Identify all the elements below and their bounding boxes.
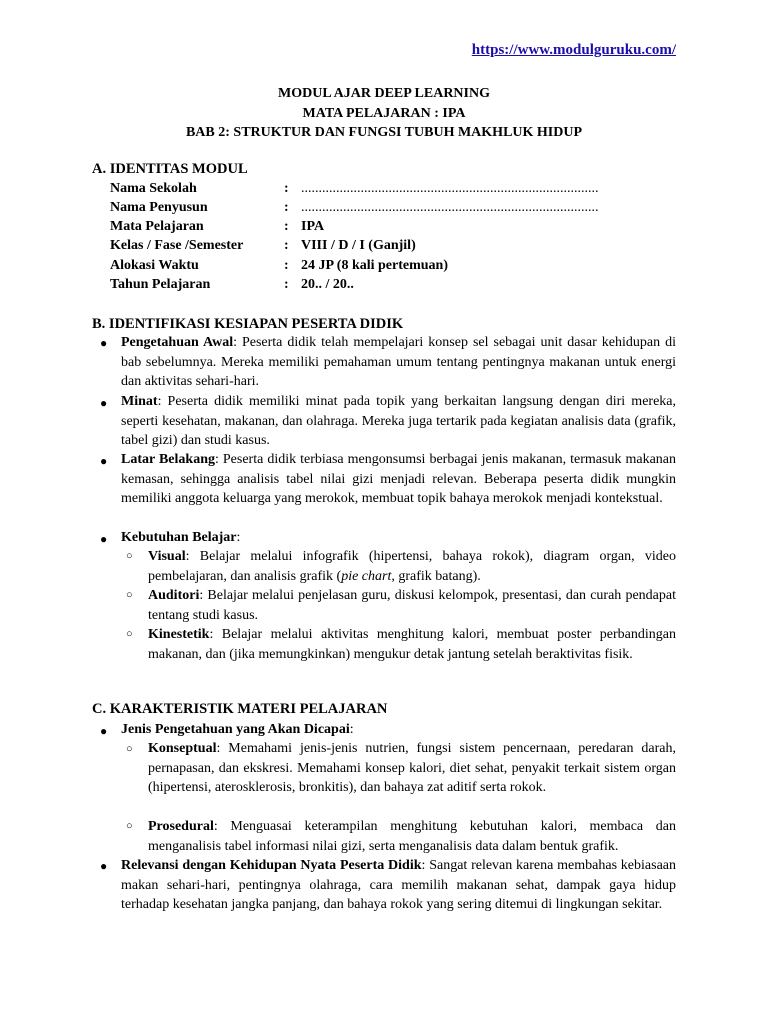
identity-colon: :: [284, 219, 289, 234]
identity-value: IPA: [301, 219, 325, 234]
list-item-interest: Minat: Peserta didik memiliki minat pada topik yang berkaitan langsung dengan diri mereka, seperti kesehatan, makanan, dan olahraga. Mereka juga tertarik pada kegiatan analisis data (grafik, tabel gizi) dan studi kasus.: [121, 394, 676, 448]
section-b-heading: B. IDENTIFIKASI KESIAPAN PESERTA DIDIK: [92, 316, 404, 332]
bullet-circle-icon: ○: [126, 589, 133, 601]
section-a-heading: A. IDENTITAS MODUL: [92, 161, 248, 177]
identity-key: Alokasi Waktu: [110, 258, 199, 273]
bullet-circle-icon: ○: [126, 743, 133, 755]
identity-colon: :: [284, 238, 289, 253]
bullet-dot-icon: ●: [100, 396, 108, 410]
list-item-relevance: Relevansi dengan Kehidupan Nyata Peserta Didik: Sangat relevan karena membahas kebiasaan makan sehari-hari, pentingnya olahraga, cara memilih makanan sehat, dampak gaya hidup terhadap kesehatan jangka panjang, dan bahaya rokok yang sering ditemui di lingkungan sekitar.: [121, 858, 676, 912]
identity-value: VIII / D / I (Ganjil): [301, 238, 416, 253]
identity-colon: :: [284, 200, 289, 215]
list-item-learning-needs: Kebutuhan Belajar:: [121, 530, 241, 545]
bullet-dot-icon: ●: [100, 454, 108, 468]
bullet-circle-icon: ○: [126, 628, 133, 640]
sub-item-kinesthetic: Kinestetik: Belajar melalui aktivitas menghitung kalori, membuat poster perbandingan makanan, dan (jika memungkinkan) mengukur detak jantung setelah beraktivitas fisik.: [148, 627, 676, 662]
sub-item-procedural: Prosedural: Menguasai keterampilan menghitung kebutuhan kalori, membaca dan menganalisis tabel informasi nilai gizi, serta menganalisis data dalam bentuk grafik.: [148, 819, 676, 854]
sub-item-conceptual: Konseptual: Memahami jenis-jenis nutrien, fungsi sistem pencernaan, peredaran darah, pernapasan, dan ekskresi. Memahami konsep kalori, diet sehat, penyakit terkait sistem organ (hipertensi, aterosklerosis, bronkitis), dan bahaya zat aditif serta rokok.: [148, 741, 676, 795]
list-item-prior-knowledge: Pengetahuan Awal: Peserta didik telah mempelajari konsep sel sebagai unit dasar kehidupan di bab sebelumnya. Mereka memiliki pemahaman umum tentang pentingnya makanan untuk energi dan aktivitas sehari-hari.: [121, 335, 676, 389]
identity-value: 20.. / 20..: [301, 277, 354, 292]
identity-key: Kelas / Fase /Semester: [110, 238, 244, 253]
identity-colon: :: [284, 277, 289, 292]
list-item-knowledge-type: Jenis Pengetahuan yang Akan Dicapai:: [121, 722, 354, 737]
section-c-heading: C. KARAKTERISTIK MATERI PELAJARAN: [92, 701, 388, 717]
bullet-dot-icon: ●: [100, 532, 108, 546]
identity-value: 24 JP (8 kali pertemuan): [301, 258, 448, 273]
identity-key: Tahun Pelajaran: [110, 277, 211, 292]
sub-item-auditory: Auditori: Belajar melalui penjelasan guru, diskusi kelompok, presentasi, dan curah pendapat tentang studi kasus.: [148, 588, 676, 623]
identity-colon: :: [284, 258, 289, 273]
bullet-dot-icon: ●: [100, 859, 108, 873]
list-item-background: Latar Belakang: Peserta didik terbiasa mengonsumsi berbagai jenis makanan, termasuk makanan kemasan, sehingga analisis tabel nilai gizi menjadi relevan. Beberapa peserta didik mungkin memiliki anggota keluarga yang merokok, membuat topik bahaya merokok menjadi kontekstual.: [121, 452, 676, 506]
identity-value: .....................................................................................: [301, 181, 599, 196]
bullet-dot-icon: ●: [100, 336, 108, 350]
doc-title-line-1: MODUL AJAR DEEP LEARNING: [278, 86, 490, 101]
doc-title-line-3: BAB 2: STRUKTUR DAN FUNGSI TUBUH MAKHLUK HIDUP: [185, 125, 583, 140]
header-url-link[interactable]: https://www.modulguruku.com/: [471, 42, 676, 58]
identity-value: .....................................................................................: [301, 200, 599, 215]
bullet-circle-icon: ○: [126, 820, 133, 832]
identity-key: Nama Penyusun: [110, 200, 208, 215]
identity-key: Mata Pelajaran: [110, 219, 204, 234]
doc-title-line-2: MATA PELAJARAN : IPA: [302, 106, 466, 121]
bullet-circle-icon: ○: [126, 550, 133, 562]
identity-colon: :: [284, 181, 289, 196]
identity-key: Nama Sekolah: [110, 181, 197, 196]
sub-item-visual: Visual: Belajar melalui infografik (hipertensi, bahaya rokok), diagram organ, video pembelajaran, dan analisis grafik (pie chart, grafik batang).: [148, 549, 676, 584]
bullet-dot-icon: ●: [100, 724, 108, 738]
